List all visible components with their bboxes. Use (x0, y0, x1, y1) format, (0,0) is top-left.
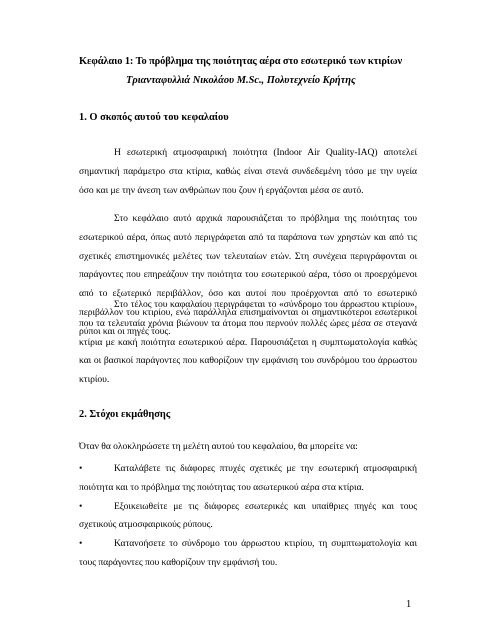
learning-goals-list (79, 460, 417, 573)
list-item (79, 498, 417, 536)
paragraph: Στο τέλος του καφαλαίου περιγράφεται το «σύνδρομο του άρρωστου κτιρίου», που τα τελευταία χρόνια βιώνουν τα άτομα που περνούν πολλές ώρες μέσα σε στεγανά κτίρια με κακή ποιότητα εσωτερικού αέρα. Παρουσιάζεται η συμπτωματολογία καθώς και οι βασικοί παράγοντες που καθορίζουν την εμφάνιση του συνδρόμου του άρρωστου κτιρίου. (79, 299, 417, 386)
author-line: Τριανταφυλλιά Νικολάου M.Sc., Πολυτεχνείο Κρήτης (126, 75, 356, 86)
section-heading-purpose: 1. Ο σκοπός αυτού του κεφαλαίου (79, 112, 229, 123)
list-item-text: Κατανοήσετε το σύνδρομο του άρρωστου κτιρίου, τη συμπτωματολογία και τους παράγοντες που καθορίζουν την εμφάνισή του. (79, 538, 417, 568)
paragraph: Στο κεφάλαιο αυτό αρχικά παρουσιάζεται το πρόβλημα της ποιότητας του εσωτερικού αέρα, όπως αυτό περιγράφεται από τα παράπονα των χρηστών και από τις σχετικές επιστημονικές μελέτες των τελευταίων ετών. Στη συνέχεια περιγράφονται οι παράγοντες που επηρεάζουν την ποιότητα του εσωτερικού αέρα, τόσο οι προερχόμενοι από το εξωτερικό περιβάλλον, όσο και αυτοί που προέρχονται από το εσωτερικό περιβάλλον του κτιρίου, ενώ παράλληλα επισημαίνονται οι σημαντικότεροι εσωτερικοί ρύποι και οι πηγές τους. (79, 213, 417, 337)
bullet-icon: • (79, 538, 83, 550)
paragraph: Η εσωτερική ατμοσφαιρική ποιότητα (Indoor Air Quality-IAQ) αποτελεί σημαντική παράμετρο στα κτίρια, καθώς είναι στενά συνδεδεμένη τόσο με την υγεία όσο και με την άνεση των ανθρώπων που ζουν ή εργάζονται μέσα σε αυτό. (79, 147, 417, 196)
learning-goals-intro: Όταν θα ολοκληρώσετε τη μελέτη αυτού του κεφαλαίου, θα μπορείτε να: (79, 441, 358, 452)
bullet-icon: • (79, 463, 83, 474)
bullet-icon: • (79, 500, 83, 512)
list-item (79, 535, 417, 573)
list-item-text: Εξοικειωθείτε με τις διάφορες εσωτερικές και υπαίθριες πηγές και τους σχετικούς ατμοσφαιρικούς ρύπους. (79, 500, 417, 531)
list-item-text: Καταλάβετε τις διάφορες πτυχές σχετικές με την εσωτερική ατμοσφαιρική ποιότητα και το πρόβλημα της ποιότητας του ασωτερικού αέρα στα κτίρια. (79, 463, 417, 493)
list-item (79, 460, 417, 498)
page-number: 1 (406, 599, 412, 610)
chapter-title: Κεφάλαιο 1: Το πρόβλημα της ποιότητας αέρα στο εσωτερικό των κτιρίων (79, 56, 403, 67)
section-heading-learning-goals: 2. Στόχοι εκμάθησης (79, 409, 171, 420)
